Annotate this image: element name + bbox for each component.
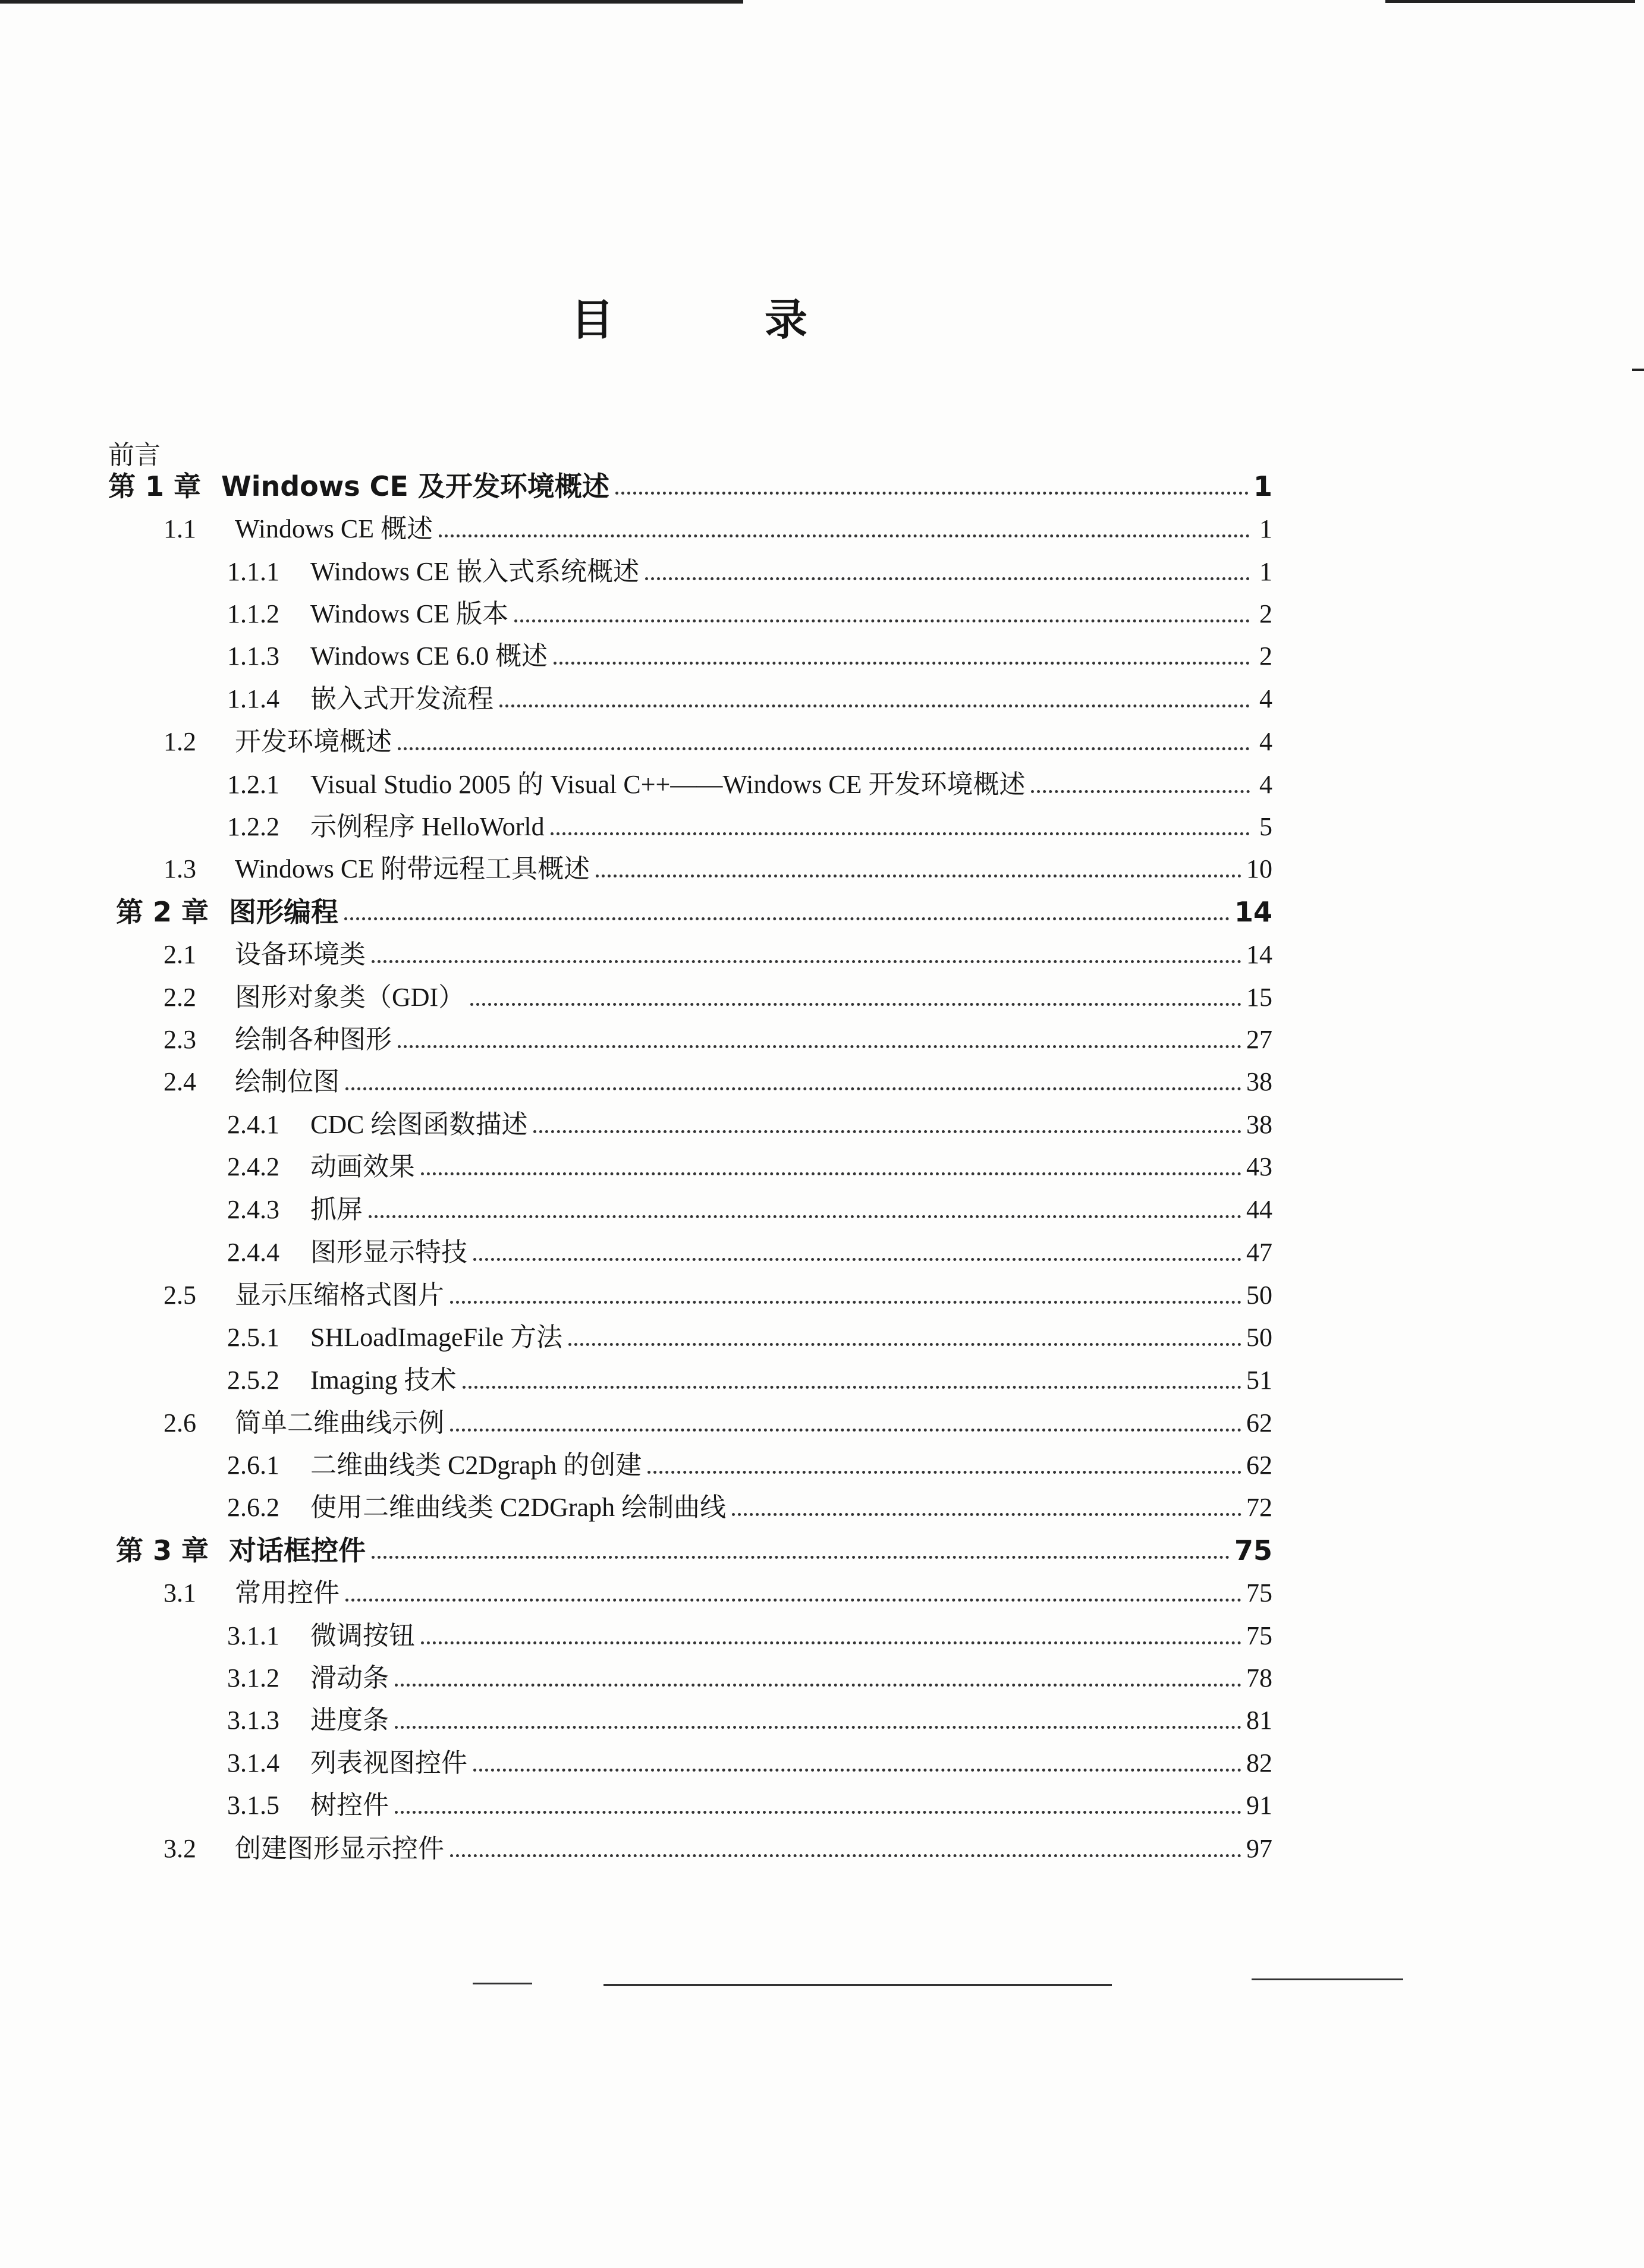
- scan-edge-top: [0, 0, 743, 4]
- toc-entry-number: 3.1.3: [227, 1706, 279, 1735]
- toc-leader-dots: [450, 1429, 1241, 1432]
- toc-entry-number: 3.1: [164, 1578, 196, 1608]
- toc-entry-page: 75: [1234, 1534, 1272, 1566]
- toc-leader-dots: [372, 960, 1241, 963]
- toc-leader-dots: [473, 1769, 1241, 1772]
- toc-entry-number: 2.6.1: [227, 1451, 279, 1480]
- toc-entry-title: Windows CE 版本: [310, 599, 509, 628]
- toc-entry-number: 2.6.2: [227, 1493, 279, 1522]
- toc-entry-title: 绘制各种图形: [235, 1025, 392, 1054]
- toc-entry: [227, 1108, 1272, 1141]
- toc-entry-title: Windows CE 附带远程工具概述: [235, 854, 590, 883]
- toc-entry-title: 示例程序 HelloWorld: [310, 812, 545, 841]
- toc-leader-dots: [421, 1641, 1241, 1644]
- toc-entry-title: 对话框控件: [229, 1534, 366, 1566]
- toc-entry-number: 3.1.2: [227, 1663, 279, 1693]
- toc-entry-page: 38: [1246, 1067, 1272, 1096]
- toc-entry-title: 图形编程: [229, 896, 338, 928]
- toc-entry: [164, 1279, 1272, 1312]
- toc-entry-page: 81: [1246, 1706, 1272, 1735]
- toc-entry-page: 4: [1259, 684, 1272, 713]
- scan-edge-top-right: [1385, 0, 1635, 3]
- toc-entry-number: 第 3 章: [116, 1534, 209, 1566]
- toc-entry-title: Windows CE 概述: [235, 514, 433, 543]
- toc-entry-title: 动画效果: [310, 1152, 415, 1181]
- toc-entry-page: 15: [1246, 983, 1272, 1012]
- toc-leader-dots: [395, 1811, 1241, 1814]
- toc-entry-title: 设备环境类: [235, 940, 366, 969]
- toc-entry: [227, 1619, 1272, 1653]
- toc-entry-page: 51: [1246, 1366, 1272, 1395]
- footer-rule-2: [603, 1984, 1112, 1986]
- toc-entry-title: 简单二维曲线示例: [235, 1408, 444, 1437]
- toc-entry-number: 第 2 章: [116, 896, 209, 928]
- toc-entry: [164, 938, 1272, 971]
- toc-entry-number: 1.1.2: [227, 599, 279, 628]
- toc-leader-dots: [345, 1599, 1241, 1602]
- toc-entry: [164, 1065, 1272, 1099]
- toc-entry-title: 创建图形显示控件: [235, 1834, 444, 1863]
- toc-entry-number: 2.6: [164, 1408, 196, 1437]
- toc-entry-number: 2.5.2: [227, 1366, 279, 1395]
- toc-entry: [227, 1704, 1272, 1737]
- toc-leader-dots: [645, 577, 1250, 580]
- toc-entry-number: 1.2.2: [227, 812, 279, 841]
- toc-entry-title: 微调按钮: [310, 1621, 415, 1650]
- toc-entry-number: 2.5.1: [227, 1323, 279, 1352]
- toc-entry: [108, 470, 1272, 503]
- toc-entry-page: 1: [1259, 557, 1272, 586]
- toc-leader-dots: [568, 1343, 1241, 1346]
- toc-entry-title: 抓屏: [310, 1195, 363, 1224]
- footer-rule-1: [473, 1983, 532, 1984]
- toc-entry: [227, 768, 1272, 801]
- toc-entry-title: 滑动条: [310, 1663, 389, 1693]
- toc-entry-page: 91: [1246, 1791, 1272, 1820]
- toc-entry-page: 27: [1246, 1025, 1272, 1054]
- toc-entry-number: 2.1: [164, 940, 196, 969]
- toc-entry-page: 47: [1246, 1238, 1272, 1267]
- toc-entry-number: 第 1 章: [108, 470, 202, 502]
- toc-entry-title: 绘制位图: [235, 1067, 340, 1096]
- toc-entry: [227, 682, 1272, 716]
- toc-preface: 前言: [108, 441, 161, 470]
- toc-entry-number: 1.2: [164, 727, 196, 756]
- toc-leader-dots: [450, 1854, 1241, 1857]
- toc-entry-title: 显示压缩格式图片: [235, 1281, 444, 1310]
- toc-entry: [227, 1491, 1272, 1524]
- toc-entry-number: 3.1.4: [227, 1748, 279, 1778]
- toc-entry: [227, 1236, 1272, 1269]
- toc-entry-title: SHLoadImageFile 方法: [310, 1323, 563, 1352]
- toc-entry: [227, 1321, 1272, 1354]
- page-title: [571, 285, 809, 347]
- toc-leader-dots: [1031, 790, 1250, 793]
- toc-entry-title: 图形显示特技: [310, 1238, 467, 1267]
- toc-entry-page: 14: [1234, 896, 1272, 928]
- toc-leader-dots: [450, 1301, 1241, 1304]
- toc-entry-title: Windows CE 及开发环境概述: [221, 470, 609, 502]
- toc-leader-dots: [554, 662, 1250, 665]
- toc-leader-dots: [345, 1087, 1241, 1090]
- toc-entry-title: 使用二维曲线类 C2DGraph 绘制曲线: [310, 1493, 727, 1522]
- toc-entry-page: 4: [1259, 727, 1272, 756]
- toc-leader-dots: [395, 1726, 1241, 1729]
- toc-entry: [164, 981, 1272, 1014]
- toc-entry-number: 1.1.4: [227, 684, 279, 713]
- toc-leader-dots: [551, 832, 1250, 835]
- toc-entry-page: 82: [1246, 1748, 1272, 1778]
- toc-leader-dots: [421, 1172, 1241, 1175]
- toc-entry-title: Imaging 技术: [310, 1366, 457, 1395]
- toc-entry-page: 1: [1253, 470, 1272, 502]
- toc-leader-dots: [533, 1130, 1241, 1133]
- toc-entry-number: 3.2: [164, 1834, 196, 1863]
- toc-leader-dots: [499, 704, 1250, 707]
- toc-entry-page: 62: [1246, 1451, 1272, 1480]
- toc-entry-number: 1.3: [164, 854, 196, 883]
- toc-entry-page: 2: [1259, 641, 1272, 671]
- toc-entry: [116, 1534, 1272, 1567]
- toc-entry: [227, 1789, 1272, 1822]
- footer-rule-3: [1252, 1978, 1403, 1980]
- toc-leader-dots: [369, 1215, 1241, 1218]
- toc-entry: [227, 810, 1272, 844]
- toc-entry: [164, 512, 1272, 546]
- toc-entry-number: 1.2.1: [227, 770, 279, 799]
- toc-leader-dots: [463, 1386, 1241, 1389]
- toc-entry-number: 2.5: [164, 1281, 196, 1310]
- toc-entry-title: 图形对象类（GDI）: [235, 983, 465, 1012]
- title-char-2: 录: [764, 295, 809, 345]
- toc-entry-page: 75: [1246, 1578, 1272, 1608]
- toc-entry-page: 72: [1246, 1493, 1272, 1522]
- toc-entry-title: 列表视图控件: [310, 1748, 467, 1778]
- toc-leader-dots: [398, 747, 1250, 750]
- toc-entry-page: 5: [1259, 812, 1272, 841]
- toc-leader-dots: [344, 917, 1230, 920]
- toc-leader-dots: [395, 1684, 1241, 1687]
- toc-entry: [227, 1150, 1272, 1184]
- toc-leader-dots: [732, 1513, 1241, 1516]
- toc-entry: [164, 725, 1272, 759]
- toc-entry-page: 14: [1246, 940, 1272, 969]
- toc-entry: [116, 895, 1272, 929]
- toc-entry: [164, 1023, 1272, 1056]
- toc-entry: [227, 1193, 1272, 1226]
- toc-entry: [227, 1364, 1272, 1397]
- toc-entry-page: 4: [1259, 770, 1272, 799]
- toc-entry-title: 进度条: [310, 1706, 389, 1735]
- toc-entry-page: 50: [1246, 1281, 1272, 1310]
- toc-entry-number: 2.4.3: [227, 1195, 279, 1224]
- toc-entry: [227, 1449, 1272, 1482]
- toc-entry-number: 1.1.3: [227, 641, 279, 671]
- toc-entry-number: 2.4.2: [227, 1152, 279, 1181]
- toc-entry: [227, 1747, 1272, 1780]
- toc-entry: [227, 640, 1272, 673]
- toc-entry-page: 44: [1246, 1195, 1272, 1224]
- toc-entry-title: 嵌入式开发流程: [310, 684, 493, 713]
- toc-leader-dots: [647, 1471, 1241, 1474]
- scan-edge-mark: [1632, 369, 1644, 371]
- toc-entry: [227, 555, 1272, 589]
- toc-entry-page: 50: [1246, 1323, 1272, 1352]
- title-char-1: 目: [571, 295, 615, 345]
- toc-leader-dots: [596, 875, 1241, 877]
- toc-entry-title: 二维曲线类 C2Dgraph 的创建: [310, 1451, 642, 1480]
- toc-entry-number: 2.4: [164, 1067, 196, 1096]
- toc-entry-title: Visual Studio 2005 的 Visual C++——Windows CE 开发环境概述: [310, 770, 1026, 799]
- toc-entry: [164, 1407, 1272, 1440]
- toc-entry: [227, 1662, 1272, 1695]
- toc-entry-page: 2: [1259, 599, 1272, 628]
- toc-entry: [164, 1832, 1272, 1866]
- toc-entry-title: Windows CE 嵌入式系统概述: [310, 557, 640, 586]
- toc-entry-title: 树控件: [310, 1791, 389, 1820]
- toc-leader-dots: [439, 534, 1250, 537]
- toc-entry-number: 2.4.4: [227, 1238, 279, 1267]
- toc-leader-dots: [470, 1003, 1241, 1006]
- toc-entry-number: 2.2: [164, 983, 196, 1012]
- toc-entry: [164, 1577, 1272, 1610]
- toc-entry-title: 常用控件: [235, 1578, 340, 1608]
- toc-entry-page: 62: [1246, 1408, 1272, 1437]
- toc-entry-number: 2.4.1: [227, 1110, 279, 1139]
- toc-entry: [164, 853, 1272, 886]
- toc-leader-dots: [615, 492, 1249, 495]
- toc-entry-title: Windows CE 6.0 概述: [310, 641, 548, 671]
- toc-entry-page: 38: [1246, 1110, 1272, 1139]
- toc-entry: [227, 597, 1272, 631]
- toc-entry-page: 43: [1246, 1152, 1272, 1181]
- toc-entry-page: 10: [1246, 854, 1272, 883]
- toc-leader-dots: [372, 1556, 1230, 1559]
- toc-entry-number: 1.1: [164, 514, 196, 543]
- toc-entry-page: 1: [1259, 514, 1272, 543]
- toc-entry-number: 1.1.1: [227, 557, 279, 586]
- toc-leader-dots: [514, 619, 1250, 622]
- toc-entry-page: 97: [1246, 1834, 1272, 1863]
- toc-entry-page: 78: [1246, 1663, 1272, 1693]
- toc-entry-number: 2.3: [164, 1025, 196, 1054]
- toc-entry-number: 3.1.1: [227, 1621, 279, 1650]
- toc-entry-page: 75: [1246, 1621, 1272, 1650]
- toc-entry-number: 3.1.5: [227, 1791, 279, 1820]
- toc-leader-dots: [473, 1258, 1241, 1261]
- toc-leader-dots: [398, 1045, 1241, 1048]
- toc-entry-title: 开发环境概述: [235, 727, 392, 756]
- toc-entry-title: CDC 绘图函数描述: [310, 1110, 528, 1139]
